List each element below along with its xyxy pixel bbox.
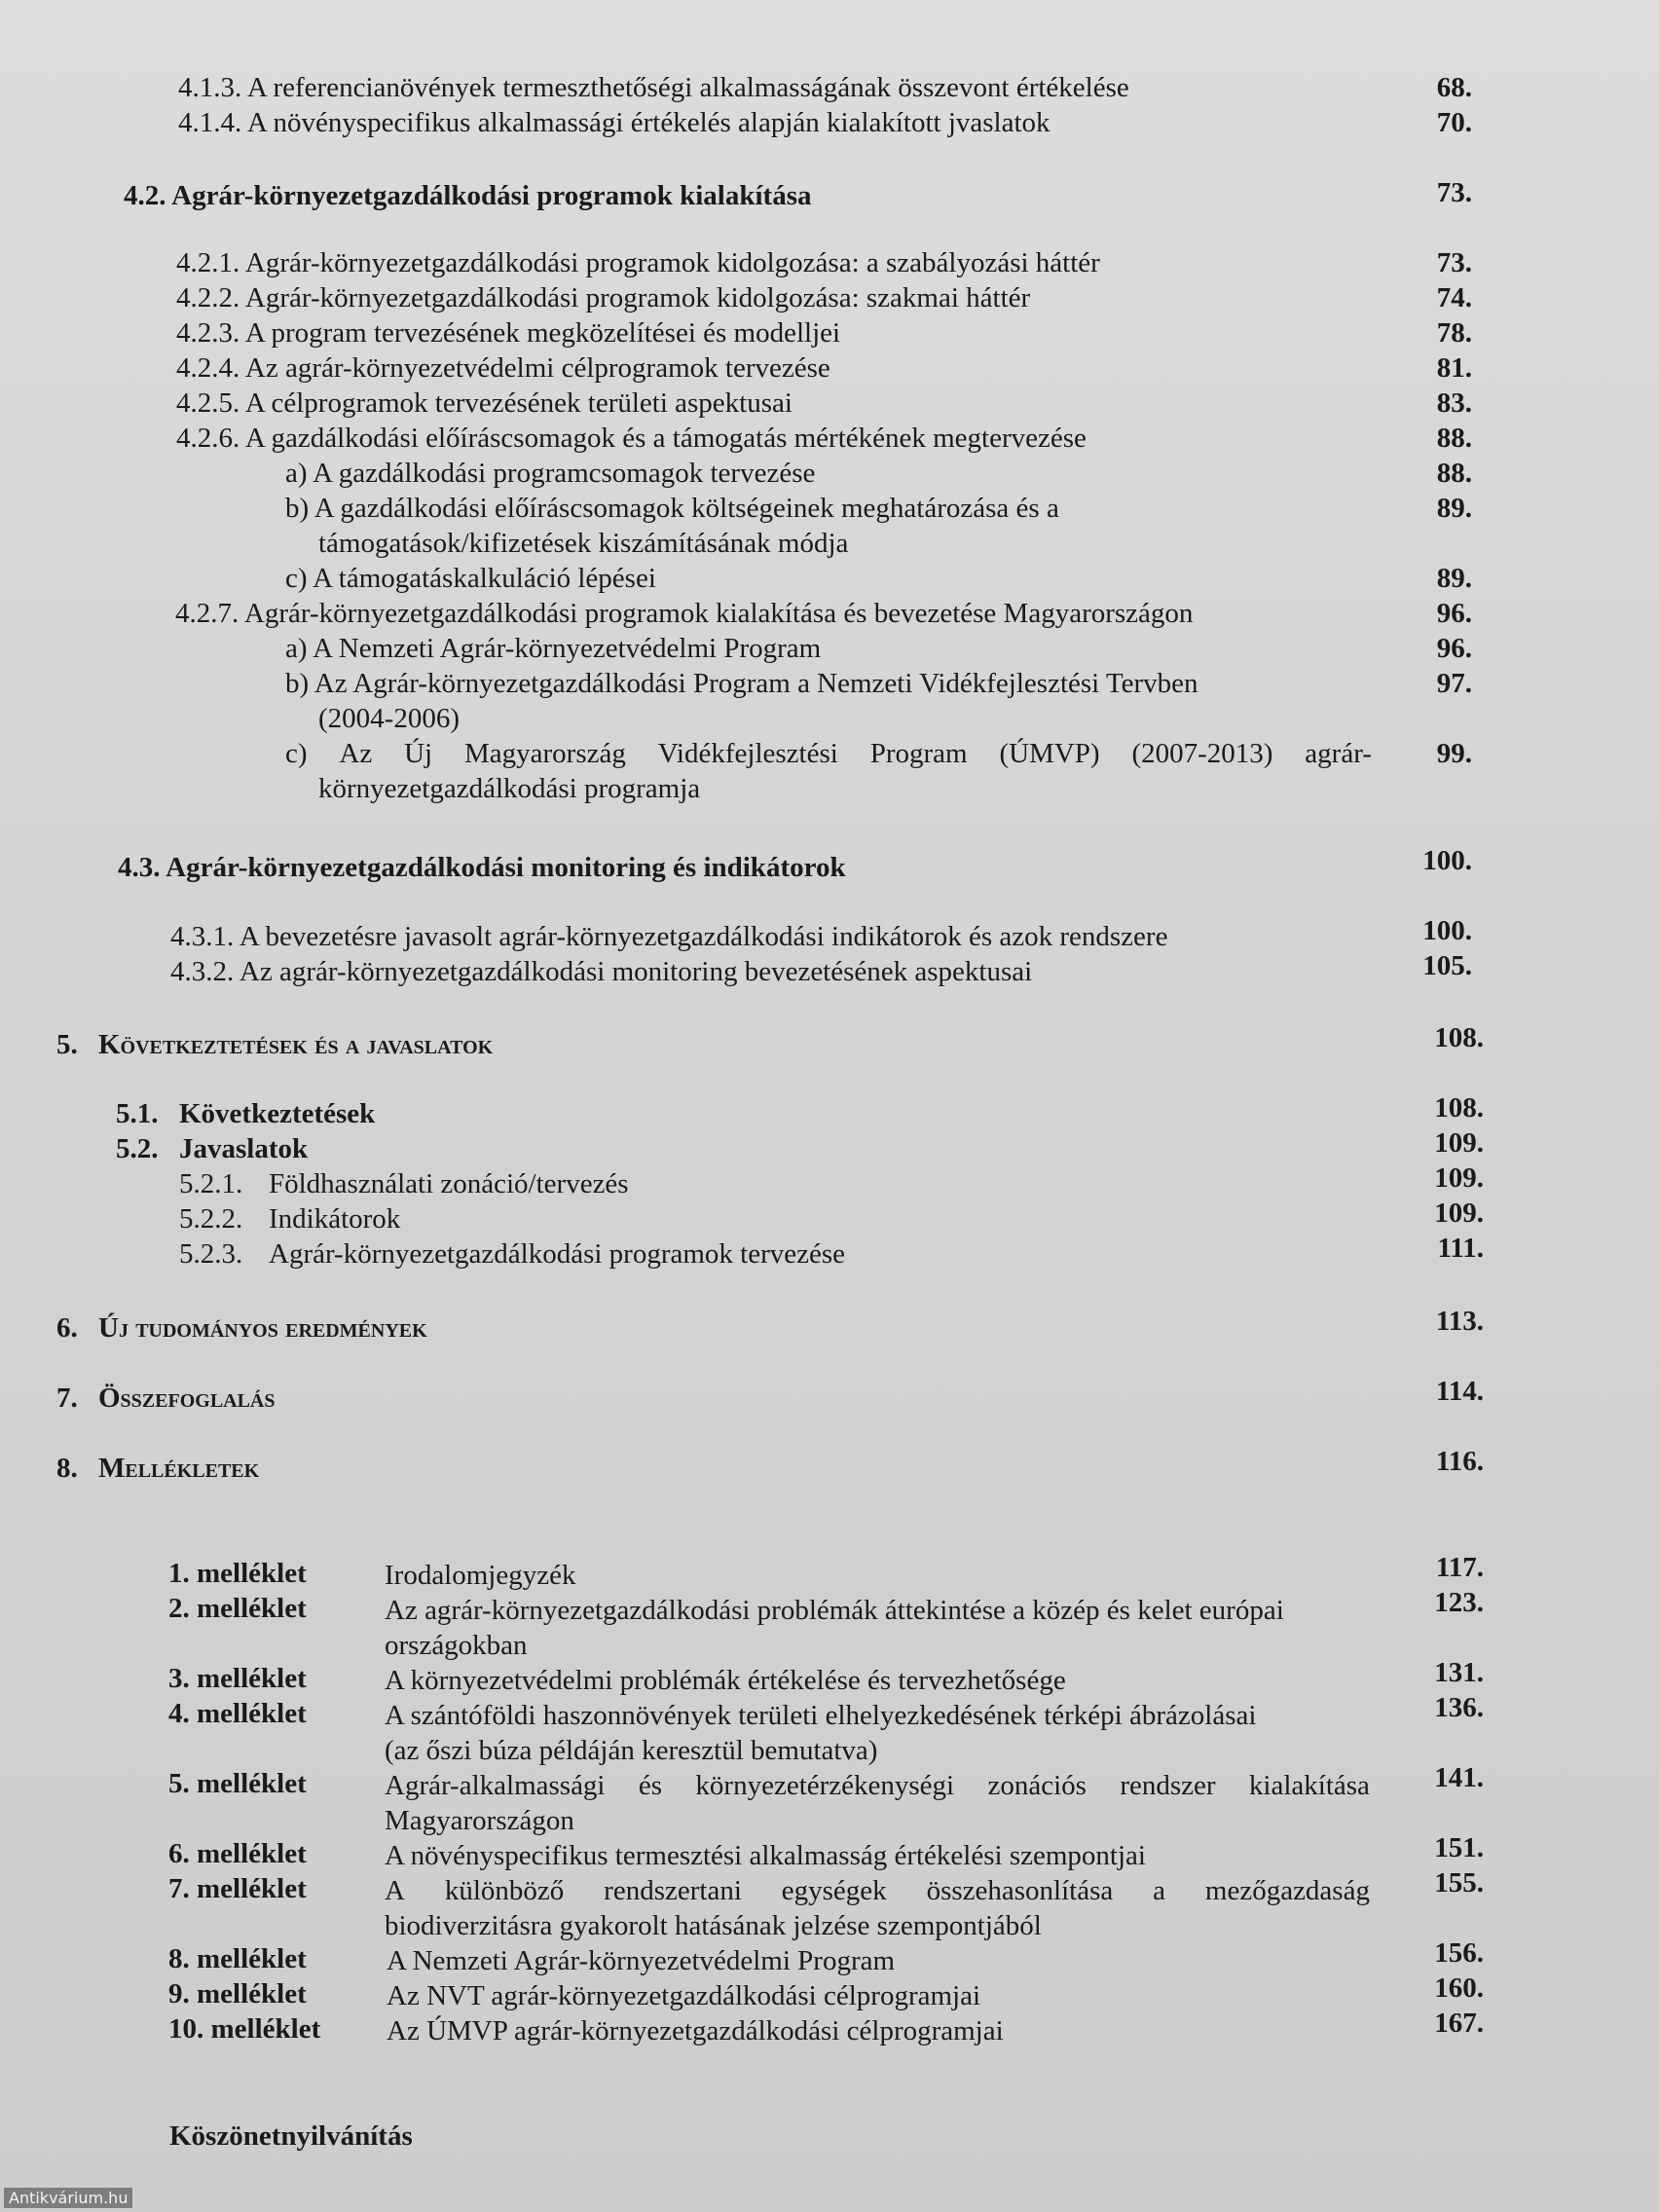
toc-entry-4-2-6-a: a) A gazdálkodási programcsomagok tervezése [285, 458, 816, 489]
word: (2007-2013) [1131, 738, 1273, 769]
toc-entry-4-2-3: 4.2.3. A program tervezésének megközelítései és modelljei [176, 317, 841, 349]
word: Agrár-alkalmassági [385, 1770, 606, 1801]
page-number: 111. [1437, 1233, 1484, 1264]
toc-entry-4-2-7-c-cont: környezetgazdálkodási programja [318, 773, 701, 804]
word: kialakítása [1248, 1770, 1370, 1801]
toc-entry-4-1-4: 4.1.4. A növényspecifikus alkalmassági értékelés alapján kialakított jvaslatok [178, 107, 1051, 138]
toc-entry-5-2-2-number: 5.2.2. [179, 1203, 243, 1235]
toc-chapter-5-title: Következtetések és a javaslatok [98, 1029, 494, 1060]
toc-chapter-5-number: 5. [56, 1029, 78, 1060]
page-number: 74. [1436, 282, 1472, 313]
toc-entry-5-2-1: Földhasználati zonáció/tervezés [269, 1168, 629, 1199]
toc-entry-4-2-7-a: a) A Nemzeti Agrár-környezetvédelmi Program [285, 633, 822, 664]
page-number: 96. [1436, 598, 1472, 629]
toc-section-5-1: Következtetések [179, 1098, 376, 1129]
toc-chapter-6-number: 6. [56, 1312, 78, 1344]
watermark: Antikvárium.hu [4, 2188, 132, 2208]
toc-acknowledgement: Köszönetnyilvánítás [169, 2120, 413, 2152]
page-number: 136. [1434, 1692, 1484, 1723]
annex-title: Irodalomjegyzék [385, 1560, 576, 1591]
annex-title: Az agrár-környezetgazdálkodási problémák áttekintése a közép és kelet európai [385, 1595, 1284, 1626]
toc-section-4-2: 4.2. Agrár-környezetgazdálkodási programok kialakítása [124, 180, 812, 211]
page-number: 109. [1434, 1127, 1484, 1159]
page-number: 114. [1435, 1376, 1484, 1407]
toc-entry-4-2-2: 4.2.2. Agrár-környezetgazdálkodási programok kidolgozása: szakmai háttér [176, 282, 1031, 313]
page-number: 96. [1436, 633, 1472, 664]
toc-entry-4-2-5: 4.2.5. A célprogramok tervezésének területi aspektusai [176, 387, 793, 419]
toc-entry-4-2-4: 4.2.4. Az agrár-környezetvédelmi célprogramok tervezése [176, 352, 830, 384]
annex-title: A növényspecifikus termesztési alkalmasság értékelési szempontjai [385, 1840, 1146, 1871]
page-number: 108. [1434, 1022, 1484, 1053]
word: különböző [444, 1875, 565, 1906]
page-number: 97. [1436, 668, 1472, 699]
toc-entry-5-2-3-number: 5.2.3. [179, 1238, 243, 1270]
annex-title: Az ÚMVP agrár-környezetgazdálkodási célprogramjai [387, 2015, 1004, 2046]
toc-entry-5-2-1-number: 5.2.1. [179, 1168, 243, 1199]
word: rendszertani [604, 1875, 742, 1906]
word: Az [339, 738, 373, 769]
annex-id: 4. melléklet [168, 1698, 307, 1729]
page-number: 113. [1435, 1306, 1484, 1337]
page-number: 123. [1434, 1587, 1484, 1618]
toc-section-5-1-number: 5.1. [116, 1098, 159, 1129]
word: Új [404, 738, 433, 769]
toc-chapter-6-title: Új tudományos eredmények [98, 1312, 427, 1344]
annex-title [385, 1768, 1370, 1803]
annex-id: 8. melléklet [168, 1943, 307, 1974]
annex-id: 5. melléklet [168, 1768, 307, 1799]
page-number: 81. [1436, 352, 1472, 384]
toc-section-4-3: 4.3. Agrár-környezetgazdálkodási monitoring és indikátorok [118, 852, 846, 883]
page-number: 78. [1436, 317, 1472, 349]
word: egységek [781, 1875, 887, 1906]
annex-id: 9. melléklet [168, 1978, 307, 2009]
toc-entry-4-3-1: 4.3.1. A bevezetésre javasolt agrár-környezetgazdálkodási indikátorok és azok rendszere [170, 921, 1168, 952]
annex-id: 2. melléklet [168, 1593, 307, 1624]
annex-title-cont: biodiverzitásra gyakorolt hatásának jelzése szempontjából [385, 1910, 1042, 1941]
page-number: 100. [1422, 915, 1472, 946]
page-number: 70. [1436, 107, 1472, 138]
annex-title: A Nemzeti Agrár-környezetvédelmi Program [387, 1945, 896, 1976]
page-number: 100. [1422, 845, 1472, 876]
annex-title-cont: (az őszi búza példáján keresztül bemutatva) [385, 1735, 878, 1766]
page-number: 83. [1436, 387, 1472, 419]
toc-section-5-2: Javaslatok [179, 1133, 309, 1164]
annex-id: 3. melléklet [168, 1663, 307, 1694]
word: mezőgazdaság [1204, 1875, 1370, 1906]
annex-id: 1. melléklet [168, 1558, 307, 1589]
toc-chapter-8-number: 8. [56, 1453, 78, 1484]
page-number: 155. [1434, 1867, 1484, 1899]
page-number: 68. [1436, 72, 1472, 103]
page-number: 108. [1434, 1092, 1484, 1124]
page-number: 109. [1434, 1162, 1484, 1194]
word: a [1153, 1875, 1165, 1906]
toc-entry-4-2-6: 4.2.6. A gazdálkodási előíráscsomagok és a támogatás mértékének megtervezése [176, 423, 1087, 454]
annex-title: A szántóföldi haszonnövények területi elhelyezkedésének térképi ábrázolásai [385, 1700, 1257, 1731]
toc-entry-4-2-7-b-cont: (2004-2006) [318, 703, 460, 734]
word: zonációs [987, 1770, 1087, 1801]
toc-entry-4-2-7-c [285, 736, 1372, 771]
toc-entry-5-2-2: Indikátorok [269, 1203, 401, 1235]
annex-title: A környezetvédelmi problémák értékelése és tervezhetősége [385, 1665, 1066, 1696]
toc-entry-4-2-7-b: b) Az Agrár-környezetgazdálkodási Program a Nemzeti Vidékfejlesztési Tervben [285, 668, 1198, 699]
page-number: 73. [1436, 247, 1472, 278]
word: c) [285, 738, 308, 769]
page-number: 99. [1436, 738, 1472, 769]
toc-entry-4-2-1: 4.2.1. Agrár-környezetgazdálkodási programok kidolgozása: a szabályozási háttér [176, 247, 1100, 278]
toc-entry-5-2-3: Agrár-környezetgazdálkodási programok tervezése [269, 1238, 846, 1270]
page-number: 105. [1422, 950, 1472, 981]
annex-id: 10. melléklet [168, 2013, 321, 2045]
word: Magyarország [463, 738, 626, 769]
page-number: 156. [1434, 1937, 1484, 1969]
word: és [638, 1770, 663, 1801]
word: összehasonlítása [926, 1875, 1114, 1906]
page-number: 88. [1436, 423, 1472, 454]
toc-entry-4-2-6-b: b) A gazdálkodási előíráscsomagok költségeinek meghatározása és a [285, 493, 1059, 524]
toc-chapter-8-title: Mellékletek [98, 1453, 260, 1484]
word: rendszer [1120, 1770, 1216, 1801]
annex-title-cont: Magyarországon [385, 1805, 574, 1836]
toc-entry-4-2-6-c: c) A támogatáskalkuláció lépései [285, 563, 656, 594]
page-number: 151. [1434, 1832, 1484, 1863]
word: Vidékfejlesztési [657, 738, 838, 769]
page-number: 167. [1434, 2008, 1484, 2039]
page-number: 141. [1434, 1762, 1484, 1793]
toc-entry-4-2-6-b-cont: támogatások/kifizetések kiszámításának módja [318, 528, 849, 559]
page-number: 109. [1434, 1198, 1484, 1229]
page-number: 73. [1436, 177, 1472, 208]
page-number: 89. [1436, 563, 1472, 594]
word: agrár- [1305, 738, 1372, 769]
annex-title: Az NVT agrár-környezetgazdálkodási célprogramjai [387, 1980, 981, 2011]
annex-id: 7. melléklet [168, 1873, 307, 1904]
page-number: 117. [1435, 1552, 1484, 1583]
annex-title [385, 1873, 1370, 1908]
word: Program [869, 738, 968, 769]
annex-id: 6. melléklet [168, 1838, 307, 1869]
toc-chapter-7-number: 7. [56, 1382, 78, 1414]
annex-title-cont: országokban [385, 1630, 528, 1661]
toc-section-5-2-number: 5.2. [116, 1133, 159, 1164]
page-number: 116. [1435, 1446, 1484, 1477]
toc-chapter-7-title: Összefoglalás [98, 1382, 276, 1414]
page-number: 131. [1434, 1657, 1484, 1688]
toc-entry-4-2-7: 4.2.7. Agrár-környezetgazdálkodási programok kialakítása és bevezetése Magyarországon [175, 598, 1194, 629]
page-number: 89. [1436, 493, 1472, 524]
word: (ÚMVP) [999, 738, 1100, 769]
toc-entry-4-1-3: 4.1.3. A referencianövények termeszthetőségi alkalmasságának összevont értékelése [178, 72, 1129, 103]
toc-entry-4-3-2: 4.3.2. Az agrár-környezetgazdálkodási monitoring bevezetésének aspektusai [170, 956, 1033, 987]
page-number: 88. [1436, 458, 1472, 489]
word: környezetérzékenységi [695, 1770, 955, 1801]
page-number: 160. [1434, 1972, 1484, 2004]
word: A [385, 1875, 405, 1906]
